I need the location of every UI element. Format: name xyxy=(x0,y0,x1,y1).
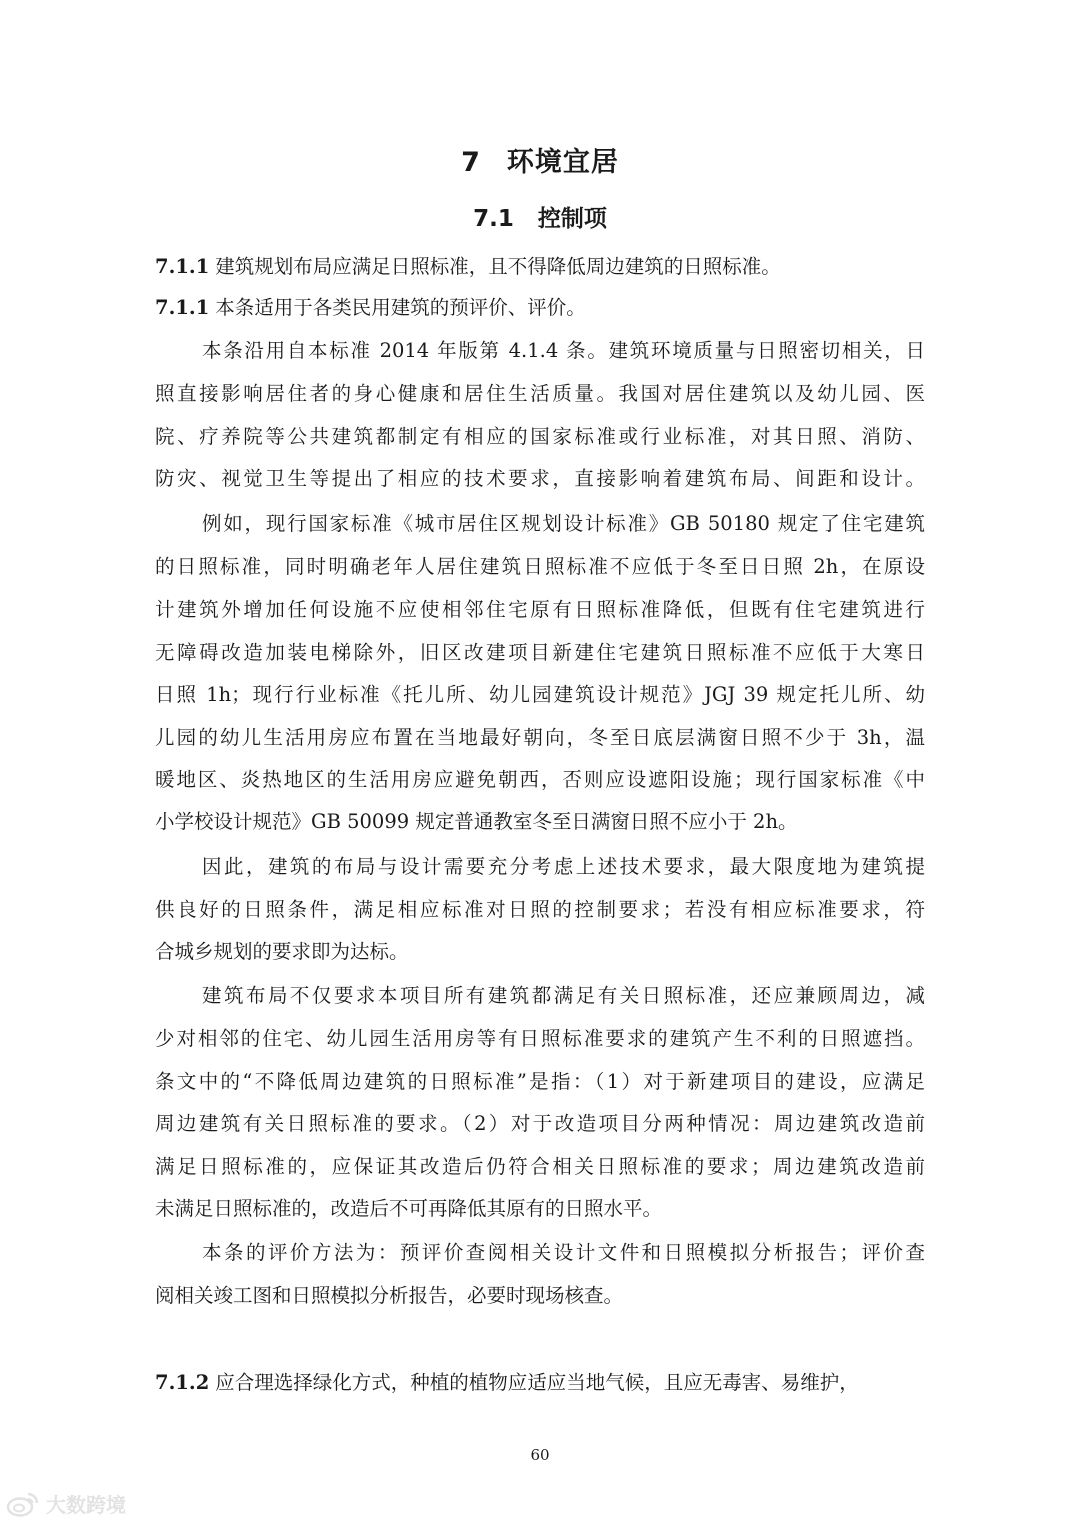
clause-text: 应合理选择绿化方式，种植的植物应适应当地气候，且应无毒害、易维护， xyxy=(215,1371,859,1394)
clause-7-1-2 xyxy=(155,1371,925,1395)
paragraph-line: 供良好的日照条件，满足相应标准对日照的控制要求；若没有相应标准要求，符 xyxy=(155,898,925,921)
paragraph-line: 小学校设计规范》GB 50099 规定普通教室冬至日满窗日照不应小于 2h。 xyxy=(155,810,798,833)
paragraph-line: 防灾、视觉卫生等提出了相应的技术要求，直接影响着建筑布局、间距和设计。 xyxy=(155,467,925,490)
paragraph-line: 合城乡规划的要求即为达标。 xyxy=(155,940,409,963)
paragraph-line: 阅相关竣工图和日照模拟分析报告，必要时现场核查。 xyxy=(155,1284,624,1307)
chapter-title-text: 环境宜居 xyxy=(506,147,619,178)
clause-number: 7.1.2 xyxy=(155,1371,210,1394)
paragraph-line: 少对相邻的住宅、幼儿园生活用房等有日照标准要求的建筑产生不利的日照遮挡。 xyxy=(155,1027,925,1050)
paragraph-line: 未满足日照标准的，改造后不可再降低其原有的日照水平。 xyxy=(155,1197,663,1220)
watermark xyxy=(6,1489,126,1518)
paragraph-line: 院、疗养院等公共建筑都制定有相应的国家标准或行业标准，对其日照、消防、 xyxy=(155,425,925,448)
paragraph-line: 日照 1h；现行行业标准《托儿所、幼儿园建筑设计规范》JGJ 39 规定托儿所、幼 xyxy=(155,683,925,706)
paragraph-line: 本条的评价方法为：预评价查阅相关设计文件和日照模拟分析报告；评价查 xyxy=(202,1241,925,1264)
explanation-number: 7.1.1 xyxy=(155,296,210,319)
paragraph-line: 的日照标准，同时明确老年人居住建筑日照标准不应低于冬至日日照 2h，在原设 xyxy=(155,555,925,578)
watermark-text: 大数跨境 xyxy=(46,1493,126,1517)
section-number: 7.1 xyxy=(473,206,514,232)
paragraph-line: 计建筑外增加任何设施不应使相邻住宅原有日照标准降低，但既有住宅建筑进行 xyxy=(155,598,925,621)
paragraph-line: 儿园的幼儿生活用房应布置在当地最好朝向，冬至日底层满窗日照不少于 3h，温 xyxy=(155,726,925,749)
paragraph-line: 因此，建筑的布局与设计需要充分考虑上述技术要求，最大限度地为建筑提 xyxy=(202,855,925,878)
explanation-7-1-1-intro xyxy=(155,296,925,320)
chapter-number: 7 xyxy=(461,147,481,178)
clause-7-1-1 xyxy=(155,255,925,279)
page-number: 60 xyxy=(530,1446,550,1464)
paragraph-line: 照直接影响居住者的身心健康和居住生活质量。我国对居住建筑以及幼儿园、医 xyxy=(155,382,925,405)
paragraph-line: 周边建筑有关日照标准的要求。（2）对于改造项目分两种情况：周边建筑改造前 xyxy=(155,1112,925,1135)
paragraph-line: 无障碍改造加装电梯除外，旧区改建项目新建住宅建筑日照标准不应低于大寒日 xyxy=(155,641,925,664)
clause-number: 7.1.1 xyxy=(155,255,210,278)
paragraph-line: 建筑布局不仅要求本项目所有建筑都满足有关日照标准，还应兼顾周边，减 xyxy=(202,984,925,1007)
weibo-logo-icon xyxy=(6,1490,40,1518)
paragraph-line: 本条沿用自本标准 2014 年版第 4.1.4 条。建筑环境质量与日照密切相关，日 xyxy=(202,339,925,362)
paragraph-line: 满足日照标准的，应保证其改造后仍符合相关日照标准的要求；周边建筑改造前 xyxy=(155,1155,925,1178)
section-title-text: 控制项 xyxy=(537,206,607,232)
section-heading xyxy=(0,200,1080,233)
paragraph-line: 条文中的“不降低周边建筑的日照标准”是指：（1）对于新建项目的建设，应满足 xyxy=(155,1070,925,1093)
paragraph-line: 例如，现行国家标准《城市居住区规划设计标准》GB 50180 规定了住宅建筑 xyxy=(202,512,925,535)
paragraph-line: 暖地区、炎热地区的生活用房应避免朝西，否则应设遮阳设施；现行国家标准《中 xyxy=(155,768,925,791)
clause-text: 建筑规划布局应满足日照标准，且不得降低周边建筑的日照标准。 xyxy=(215,255,781,278)
explanation-text: 本条适用于各类民用建筑的预评价、评价。 xyxy=(215,296,586,319)
chapter-heading xyxy=(0,140,1080,179)
